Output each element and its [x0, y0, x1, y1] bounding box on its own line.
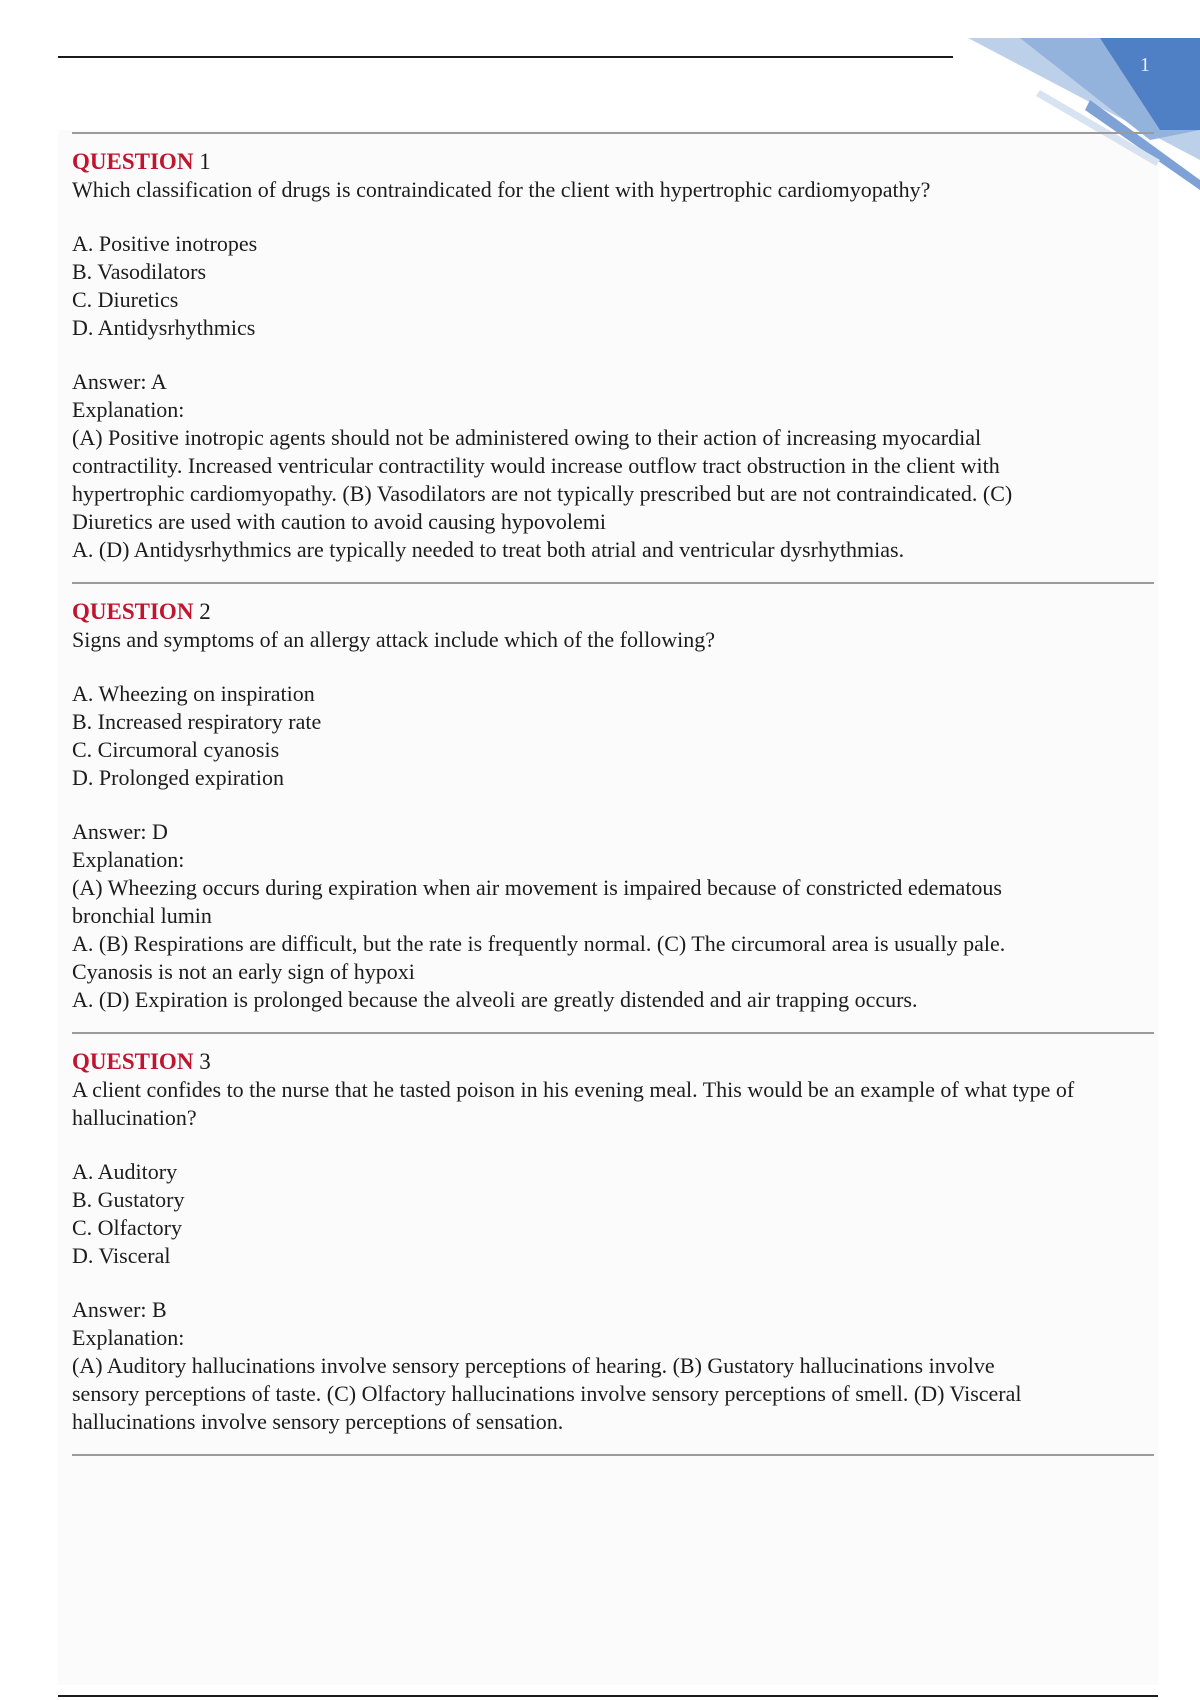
- explanation-line: A. (D) Expiration is prolonged because the alveoli are greatly distended and air trapping occurs.: [72, 987, 918, 1012]
- question-block: [72, 134, 1164, 564]
- question-prompt: A client confides to the nurse that he tasted poison in his evening meal. This would be an example of what type of hallucination?: [72, 1077, 1075, 1130]
- question-number: 1: [199, 149, 211, 174]
- explanation: [72, 1352, 1164, 1436]
- option: D. Prolonged expiration: [72, 765, 285, 790]
- explanation-label: Explanation:: [72, 847, 185, 872]
- option: C. Diuretics: [72, 287, 179, 312]
- option: C. Circumoral cyanosis: [72, 737, 280, 762]
- question-label: QUESTION: [72, 1049, 194, 1074]
- section-divider: [72, 1454, 1154, 1456]
- explanation: [72, 424, 1164, 564]
- question-number: 3: [199, 1049, 211, 1074]
- explanation-line: sensory perceptions of taste. (C) Olfactory hallucinations involve sensory perceptions of smell. (D) Visceral: [72, 1381, 1022, 1406]
- explanation-line: A. (B) Respirations are difficult, but the rate is frequently normal. (C) The circumoral area is usually pale.: [72, 931, 1006, 956]
- answer-options: [72, 1158, 1164, 1270]
- option: D. Antidysrhythmics: [72, 315, 256, 340]
- answer-options: [72, 230, 1164, 342]
- question-heading: [72, 1048, 1164, 1076]
- option: A. Auditory: [72, 1159, 178, 1184]
- explanation-line: Cyanosis is not an early sign of hypoxi: [72, 959, 415, 984]
- answer-block: [72, 818, 1164, 874]
- question-number: 2: [199, 599, 211, 624]
- answer: Answer: A: [72, 369, 167, 394]
- explanation-line: (A) Positive inotropic agents should not be administered owing to their action of increasing myocardial: [72, 425, 982, 450]
- answer-options: [72, 680, 1164, 792]
- question-list: [72, 132, 1164, 1456]
- question-block: [72, 1034, 1164, 1436]
- question-label: QUESTION: [72, 149, 194, 174]
- explanation-line: contractility. Increased ventricular contractility would increase outflow tract obstruction in the client with: [72, 453, 1000, 478]
- option: D. Visceral: [72, 1243, 171, 1268]
- footer-rule: [58, 1695, 1158, 1697]
- explanation-label: Explanation:: [72, 397, 185, 422]
- option: A. Positive inotropes: [72, 231, 258, 256]
- question-block: [72, 584, 1164, 1014]
- explanation-line: (A) Auditory hallucinations involve sensory perceptions of hearing. (B) Gustatory hallucinations involve: [72, 1353, 995, 1378]
- question-label: QUESTION: [72, 599, 194, 624]
- question-prompt: Which classification of drugs is contraindicated for the client with hypertrophic cardiomyopathy?: [72, 177, 931, 202]
- explanation-line: bronchial lumin: [72, 903, 212, 928]
- question-heading: [72, 598, 1164, 626]
- option: B. Vasodilators: [72, 259, 207, 284]
- page-number: 1: [1140, 54, 1150, 76]
- question-prompt: Signs and symptoms of an allergy attack include which of the following?: [72, 627, 715, 652]
- header-rule: [58, 56, 953, 58]
- explanation-line: (A) Wheezing occurs during expiration when air movement is impaired because of constricted edematous: [72, 875, 1002, 900]
- option: C. Olfactory: [72, 1215, 182, 1240]
- question-heading: [72, 148, 1164, 176]
- answer-block: [72, 368, 1164, 424]
- explanation-line: hallucinations involve sensory perceptions of sensation.: [72, 1409, 564, 1434]
- explanation-line: hypertrophic cardiomyopathy. (B) Vasodilators are not typically prescribed but are not contraindicated. (C): [72, 481, 1013, 506]
- option: A. Wheezing on inspiration: [72, 681, 315, 706]
- explanation: [72, 874, 1164, 1014]
- explanation-line: Diuretics are used with caution to avoid causing hypovolemi: [72, 509, 606, 534]
- answer: Answer: D: [72, 819, 168, 844]
- answer: Answer: B: [72, 1297, 167, 1322]
- explanation-label: Explanation:: [72, 1325, 185, 1350]
- answer-block: [72, 1296, 1164, 1352]
- explanation-line: A. (D) Antidysrhythmics are typically needed to treat both atrial and ventricular dysrhythmias.: [72, 537, 905, 562]
- option: B. Gustatory: [72, 1187, 185, 1212]
- option: B. Increased respiratory rate: [72, 709, 322, 734]
